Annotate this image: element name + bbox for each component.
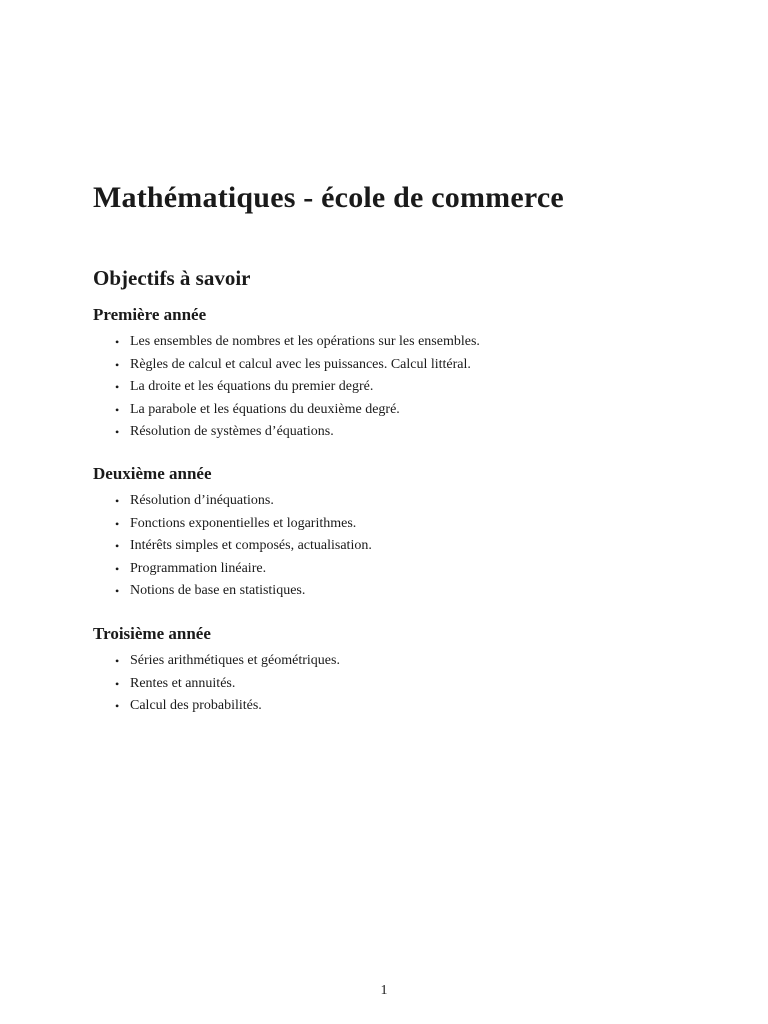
bullet-icon: • xyxy=(115,516,120,531)
list-item xyxy=(93,399,733,422)
list-item xyxy=(93,650,733,673)
list-item xyxy=(93,695,733,718)
list-item-text: Les ensembles de nombres et les opérations sur les ensembles. xyxy=(130,334,480,349)
list-item-text: Séries arithmétiques et géométriques. xyxy=(130,653,340,668)
list-item xyxy=(93,354,733,377)
page-number: 1 xyxy=(380,983,388,998)
section-title: Objectifs à savoir xyxy=(93,266,251,290)
bullet-icon: • xyxy=(115,425,120,440)
list-item xyxy=(93,580,733,603)
list-item-text: Résolution de systèmes d’équations. xyxy=(130,424,334,440)
bullet-icon: • xyxy=(115,561,120,576)
bullet-icon: • xyxy=(115,335,120,349)
list-item-text: Fonctions exponentielles et logarithmes. xyxy=(130,515,357,531)
subsection-premiere-annee xyxy=(93,304,733,444)
objectives-list xyxy=(93,331,733,444)
bullet-icon: • xyxy=(115,357,120,372)
subsection-heading: Deuxième année xyxy=(93,464,212,483)
list-item xyxy=(93,421,733,444)
bullet-icon: • xyxy=(115,584,120,599)
subsection-heading: Première année xyxy=(93,305,207,324)
list-item-text: Règles de calcul et calcul avec les puissances. Calcul littéral. xyxy=(130,356,471,372)
bullet-icon: • xyxy=(115,380,120,395)
objectives-list xyxy=(93,650,733,718)
subsection-heading: Troisième année xyxy=(93,624,211,643)
list-item xyxy=(93,331,733,354)
list-item xyxy=(93,490,733,513)
subsection-deuxieme-annee xyxy=(93,463,733,603)
bullet-icon: • xyxy=(115,654,120,668)
bullet-icon: • xyxy=(115,699,120,714)
objectives-list xyxy=(93,490,733,603)
document-title: Mathématiques - école de commerce xyxy=(93,181,564,214)
list-item-text: Rentes et annuités. xyxy=(130,675,236,691)
bullet-icon: • xyxy=(115,402,120,417)
list-item xyxy=(93,558,733,581)
list-item xyxy=(93,535,733,558)
list-item xyxy=(93,673,733,696)
list-item-text: Résolution d’inéquations. xyxy=(130,493,274,508)
list-item-text: Intérêts simples et composés, actualisation. xyxy=(130,538,372,554)
list-item-text: Calcul des probabilités. xyxy=(130,698,262,714)
list-item-text: La droite et les équations du premier degré. xyxy=(130,379,374,395)
list-item xyxy=(93,376,733,399)
list-item xyxy=(93,513,733,536)
bullet-icon: • xyxy=(115,539,120,554)
bullet-icon: • xyxy=(115,676,120,691)
bullet-icon: • xyxy=(115,494,120,508)
list-item-text: Programmation linéaire. xyxy=(130,560,267,576)
list-item-text: Notions de base en statistiques. xyxy=(130,583,306,599)
list-item-text: La parabole et les équations du deuxième degré. xyxy=(130,401,400,417)
subsection-troisieme-annee xyxy=(93,623,733,718)
